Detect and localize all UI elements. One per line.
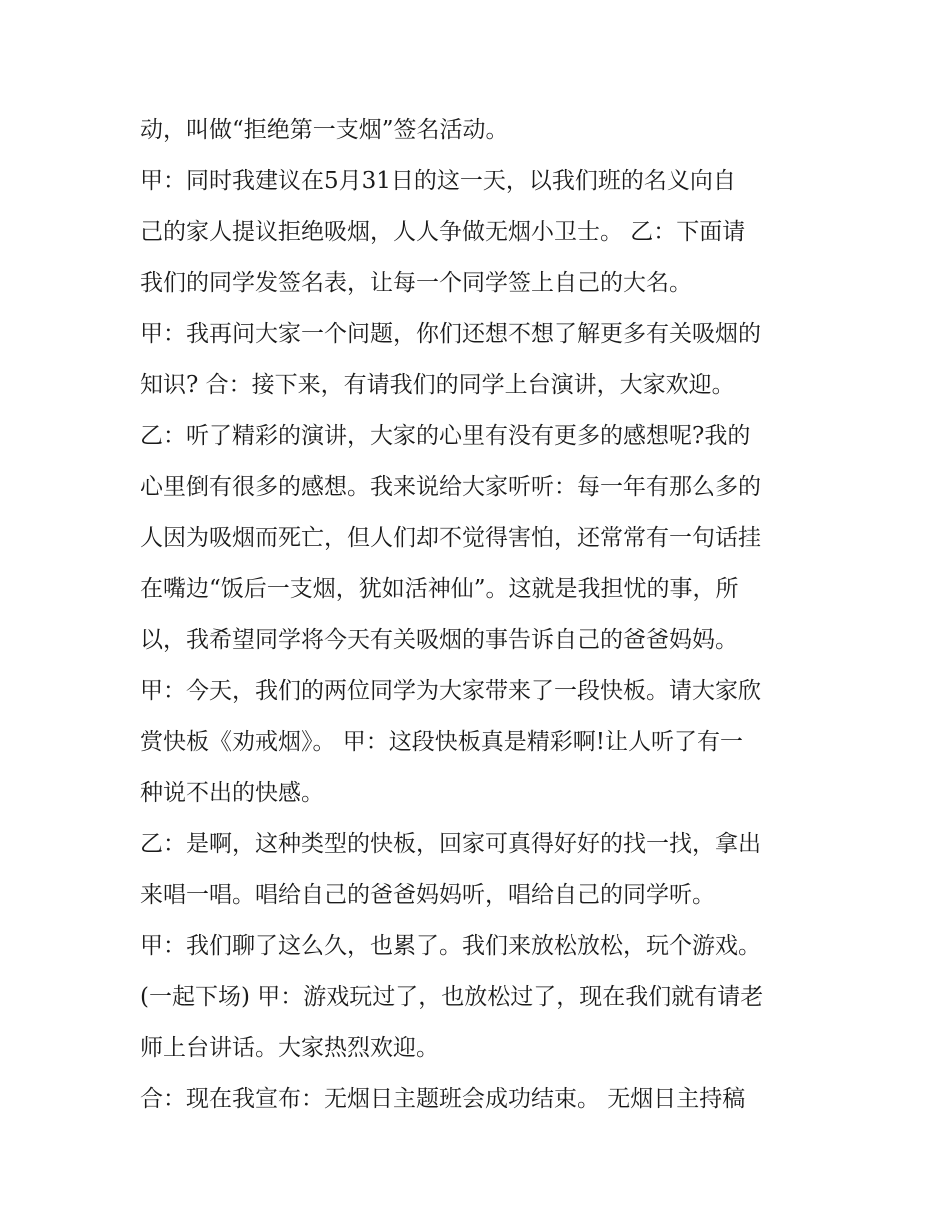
- text-line: 知识? 合：接下来，有请我们的同学上台演讲，大家欢迎。: [140, 372, 735, 398]
- text-line: 在嘴边“饭后一支烟，犹如活神仙”。这就是我担忧的事，所: [140, 576, 739, 602]
- text-line: 人因为吸烟而死亡，但人们却不觉得害怕，还常常有一句话挂: [140, 525, 761, 551]
- text-line: (一起下场) 甲：游戏玩过了，也放松过了，现在我们就有请老: [140, 984, 764, 1010]
- document-body-text: [140, 105, 820, 1125]
- text-line: 种说不出的快感。: [140, 780, 324, 806]
- text-line: 乙：是啊，这种类型的快板，回家可真得好好的找一找，拿出: [140, 831, 761, 857]
- text-line: 动，叫做“拒绝第一支烟”签名活动。: [140, 117, 509, 143]
- text-line: 来唱一唱。唱给自己的爸爸妈妈听，唱给自己的同学听。: [140, 882, 715, 908]
- text-line: 甲：我再问大家一个问题，你们还想不想了解更多有关吸烟的: [140, 321, 761, 347]
- text-line: 乙：听了精彩的演讲，大家的心里有没有更多的感想呢?我的: [140, 423, 751, 449]
- text-line: 师上台讲话。大家热烈欢迎。: [140, 1035, 439, 1061]
- text-line: 甲：今天，我们的两位同学为大家带来了一段快板。请大家欣: [140, 678, 761, 704]
- text-line: 以，我希望同学将今天有关吸烟的事告诉自己的爸爸妈妈。: [140, 627, 738, 653]
- text-line: 己的家人提议拒绝吸烟，人人争做无烟小卫士。 乙：下面请: [140, 219, 746, 245]
- text-line: 合：现在我宣布：无烟日主题班会成功结束。 无烟日主持稿: [140, 1086, 746, 1112]
- text-line: 甲：我们聊了这么久，也累了。我们来放松放松，玩个游戏。: [140, 933, 761, 959]
- text-line: 甲：同时我建议在5月31日的这一天，以我们班的名义向自: [140, 168, 736, 194]
- text-line: 心里倒有很多的感想。我来说给大家听听：每一年有那么多的: [140, 474, 761, 500]
- text-line: 我们的同学发签名表，让每一个同学签上自己的大名。: [140, 270, 692, 296]
- text-line: 赏快板《劝戒烟》。 甲：这段快板真是精彩啊!让人听了有一: [140, 729, 744, 755]
